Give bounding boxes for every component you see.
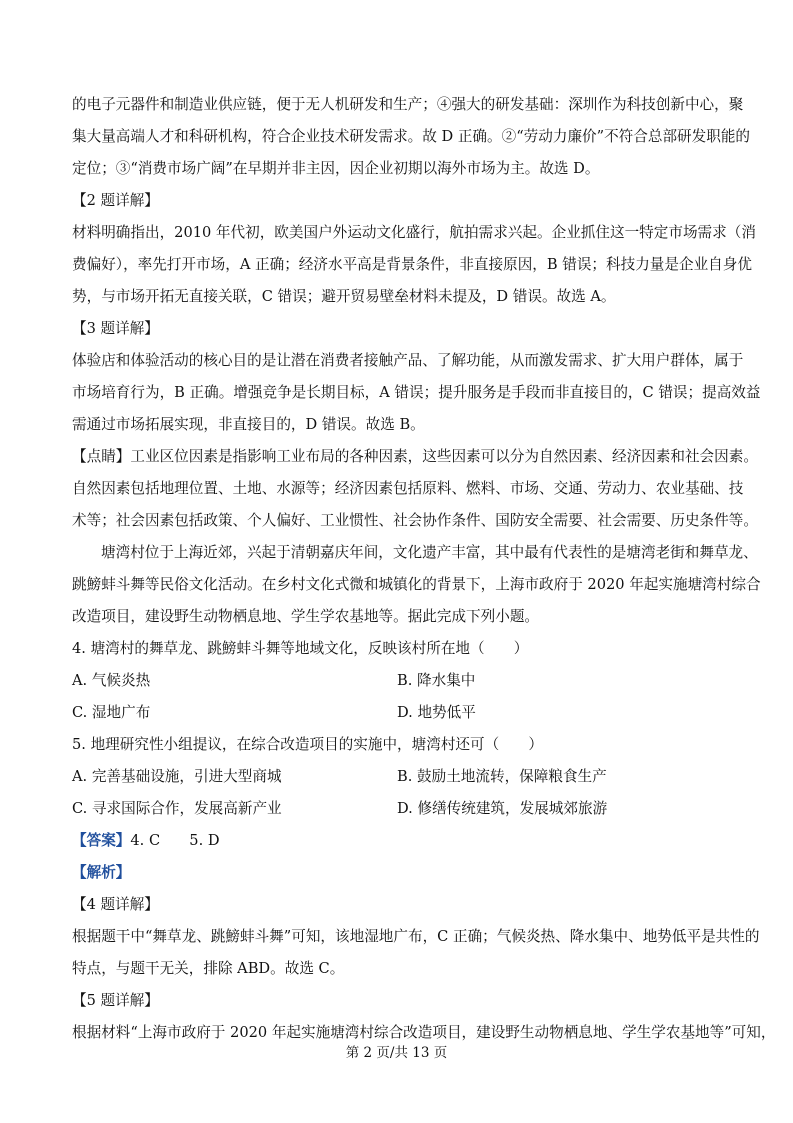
paragraph-line: 特点，与题干无关，排除 ABD。故选 C。 <box>72 960 345 977</box>
analysis-heading <box>72 863 722 883</box>
paragraph-line: 定位；③“消费市场广阔”在早期并非主因，因企业初期以海外市场为主。故选 D。 <box>72 160 600 177</box>
question-5-option-c: C. 寻求国际合作，发展高新产业 <box>72 800 282 817</box>
material-line: 塘湾村位于上海近郊，兴起于清朝嘉庆年间，文化遗产丰富，其中最有代表性的是塘湾老街和舞草龙、 <box>101 544 758 561</box>
material-line: 跳鰟蚌斗舞等民俗文化活动。在乡村文化式微和城镇化的背景下，上海市政府于 2020 年起实施塘湾村综合 <box>72 576 761 593</box>
paragraph-line: 根据材料“上海市政府于 2020 年起实施塘湾村综合改造项目，建设野生动物栖息地、学生学农基地等”可知， <box>72 1024 776 1041</box>
page-footer: 第 2 页/共 13 页 <box>345 1045 448 1061</box>
material-line: 改造项目，建设野生动物栖息地、学生学农基地等。据此完成下列小题。 <box>72 608 540 625</box>
section-heading: 【5 题详解】 <box>72 992 159 1009</box>
tip-line: 术等；社会因素包括政策、个人偏好、工业惯性、社会协作条件、国防安全需要、社会需要、历史条件等。 <box>72 512 758 529</box>
answer-value: 4. C 5. D <box>130 832 220 849</box>
tip-line: 自然因素包括地理位置、土地、水源等；经济因素包括原料、燃料、市场、交通、劳动力、农业基础、技 <box>72 480 744 497</box>
paragraph-line: 集大量高端人才和科研机构，符合企业技术研发需求。故 D 正确。②“劳动力廉价”不符合总部研发职能的 <box>72 128 751 145</box>
section-heading: 【2 题详解】 <box>72 192 159 209</box>
question-5-option-b: B. 鼓励土地流转，保障粮食生产 <box>397 768 607 785</box>
paragraph-line: 体验店和体验活动的核心目的是让潜在消费者接触产品、了解功能，从而激发需求、扩大用户群体，属于 <box>72 352 744 369</box>
section-heading: 【4 题详解】 <box>72 896 159 913</box>
question-5-option-d: D. 修缮传统建筑，发展城郊旅游 <box>397 800 608 817</box>
paragraph-line: 的电子元器件和制造业供应链，便于无人机研发和生产；④强大的研发基础：深圳作为科技创新中心，聚 <box>72 96 744 113</box>
paragraph-line: 需通过市场拓展实现，非直接目的，D 错误。故选 B。 <box>72 416 425 433</box>
paragraph-line: 根据题干中“舞草龙、跳鰟蚌斗舞”可知，该地湿地广布，C 正确；气候炎热、降水集中、地势低平是共性的 <box>72 928 760 945</box>
paragraph-line: 材料明确指出，2010 年代初，欧美国户外运动文化盛行，航拍需求兴起。企业抓住这一特定市场需求（消 <box>72 224 756 241</box>
question-5-stem: 5. 地理研究性小组提议，在综合改造项目的实施中，塘湾村还可（ ） <box>72 736 543 753</box>
analysis-label: 【解析】 <box>72 864 131 881</box>
answer-line <box>72 831 722 851</box>
question-4-stem: 4. 塘湾村的舞草龙、跳鰟蚌斗舞等地域文化，反映该村所在地（ ） <box>72 640 529 657</box>
answer-label: 【答案】 <box>72 832 131 849</box>
section-heading: 【3 题详解】 <box>72 320 159 337</box>
question-4-option-a: A. 气候炎热 <box>72 672 151 689</box>
paragraph-line: 势，与市场开拓无直接关联，C 错误；避开贸易壁垒材料未提及，D 错误。故选 A。 <box>72 288 616 305</box>
paragraph-line: 费偏好），率先打开市场，A 正确；经济水平高是背景条件，非直接原因，B 错误；科技力量是企业自身优 <box>72 256 752 273</box>
paragraph-line: 市场培育行为，B 正确。增强竞争是长期目标，A 错误；提升服务是手段而非直接目的，C 错误；提高效益 <box>72 384 761 401</box>
question-4-option-c: C. 湿地广布 <box>72 704 151 721</box>
tip-line: 【点睛】工业区位因素是指影响工业布局的各种因素，这些因素可以分为自然因素、经济因素和社会因素。 <box>72 448 758 465</box>
question-4-option-b: B. 降水集中 <box>397 672 476 689</box>
question-5-option-a: A. 完善基础设施，引进大型商城 <box>72 768 282 785</box>
question-4-option-d: D. 地势低平 <box>397 704 476 721</box>
